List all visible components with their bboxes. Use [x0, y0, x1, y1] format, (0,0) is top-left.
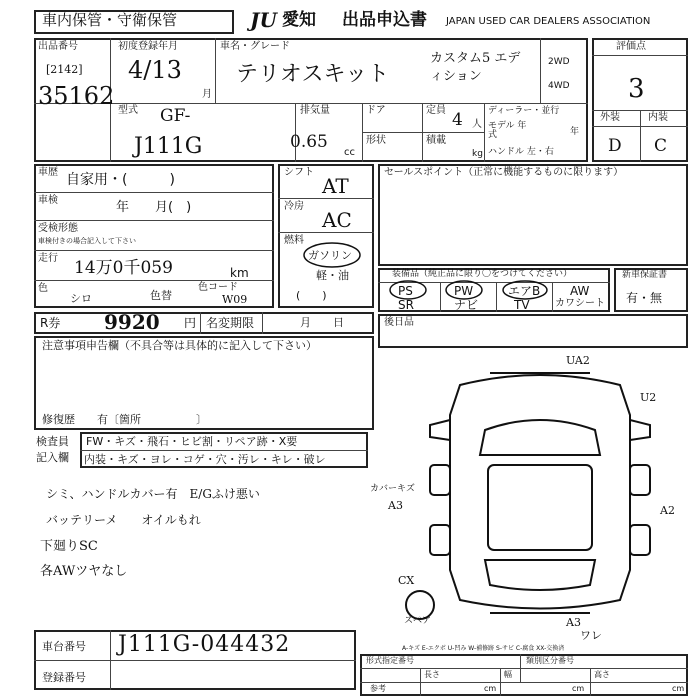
- note-line-1: シミ、ハンドルカバー有 E/Gふけ悪い: [46, 487, 260, 501]
- fuel-label: 燃料: [284, 235, 304, 246]
- plate-label: 登録番号: [42, 671, 86, 684]
- mileage-value: 14万0千059: [74, 258, 173, 278]
- warranty-value: 有・無: [626, 291, 663, 305]
- handle-label: ハンドル 左・右: [488, 147, 554, 157]
- color-value: シロ: [70, 292, 92, 305]
- repair-history: 修復歴 有〔箇所 〕: [42, 413, 207, 426]
- form-title: 出品申込書: [342, 10, 427, 30]
- inspector-label-2: 記入欄: [36, 451, 69, 464]
- displacement-unit: cc: [344, 147, 355, 158]
- sales-point-box: [378, 164, 688, 266]
- form-number-label: 形式指定番号: [366, 656, 414, 665]
- displacement-value: 0.65: [290, 132, 328, 152]
- notes-label: 注意事項申告欄（不具合等は具体的に記入して下さい）: [42, 339, 317, 352]
- load-unit: kg: [472, 149, 483, 159]
- damage-legend: A-キズ E-エクボ U-凹み W-補修跡 S-サビ C-腐食 XX-交換済: [402, 645, 565, 652]
- mileage-unit: km: [230, 266, 249, 280]
- name-change-label: 名変期限: [206, 316, 255, 330]
- model-label: 型式: [118, 105, 138, 116]
- exterior-label: 外装: [600, 112, 620, 123]
- fuel-paren: ( ): [296, 289, 327, 302]
- warranty-label: 新車保証書: [622, 270, 668, 280]
- equipment-label: 装備品（純正品に限り〇をつけてください）: [392, 269, 573, 279]
- length-label: 長さ: [424, 670, 440, 679]
- fuel-gasoline: ガソリン: [308, 249, 352, 262]
- gasoline-circle: [300, 240, 370, 270]
- ju-logo: JU: [250, 8, 277, 32]
- color-label: 色: [38, 283, 48, 294]
- storage-label: 車内保管・守衛保管: [42, 11, 178, 29]
- mark-cx: CX: [398, 574, 415, 587]
- equip-tv: TV: [514, 298, 530, 312]
- equip-pw: PW: [454, 284, 474, 298]
- lot-bracket-no: [2142]: [46, 63, 83, 76]
- dealer-label: ディーラー・並行: [488, 106, 560, 116]
- posted-items-label: 後日品: [384, 317, 414, 328]
- aircon-value: AC: [322, 208, 352, 232]
- exterior-grade: D: [608, 136, 622, 156]
- org-name: 愛知: [282, 10, 316, 30]
- spare-label: スペア: [404, 616, 432, 626]
- chassis-number: J111G-044432: [118, 632, 291, 657]
- form-subtitle: JAPAN USED CAR DEALERS ASSOCIATION: [446, 16, 651, 27]
- model-code: J111G: [134, 134, 203, 159]
- repaint-label: 色替: [150, 289, 172, 302]
- mileage-label: 走行: [38, 253, 58, 264]
- registration-value: 4/13: [128, 56, 182, 84]
- mark-u2: U2: [640, 391, 657, 404]
- sales-point-label: セールスポイント（正常に機能するものに限ります）: [384, 167, 624, 178]
- equipment-circles: [380, 270, 560, 300]
- recycle-label: R券: [40, 316, 61, 330]
- mark-a2: A2: [660, 504, 675, 517]
- equip-aw: AW: [570, 284, 590, 298]
- registration-label: 初度登録年月: [118, 41, 178, 52]
- model-year-label: モデル 年式: [488, 121, 527, 140]
- car-name: テリオスキット: [236, 62, 390, 87]
- mark-a3-rear: A3: [566, 616, 581, 629]
- car-grade: カスタム5 エディション: [430, 51, 521, 85]
- capacity-label: 定員: [426, 105, 446, 116]
- displacement-label: 排気量: [300, 105, 330, 116]
- note-line-3: 下廻りSC: [40, 539, 98, 554]
- width-unit: cm: [572, 684, 585, 693]
- inspection-value: 年 月( ): [116, 200, 192, 215]
- history-label: 車歴: [38, 167, 58, 178]
- history-value: 自家用・( ): [66, 172, 175, 188]
- posted-items-box: [378, 314, 688, 348]
- capacity-unit: 人: [472, 119, 482, 130]
- inspector-label-1: 検査員: [36, 435, 69, 448]
- lot-number: 35162: [38, 82, 115, 110]
- drive-4wd: 4WD: [548, 81, 570, 91]
- recycle-unit: 円: [184, 316, 197, 330]
- width-label: 幅: [504, 670, 512, 679]
- mark-ua2: UA2: [566, 354, 590, 367]
- note-line-2: バッテリーメ オイルもれ: [46, 513, 201, 527]
- equip-airbag: エアB: [508, 284, 541, 298]
- interior-label: 内装: [648, 112, 668, 123]
- aircon-label: 冷房: [284, 201, 304, 212]
- mark-cover-scratch: カバーキズ: [370, 484, 415, 494]
- mark-crack: ワレ: [580, 629, 602, 642]
- name-change-value: 月 日: [300, 316, 344, 329]
- color-code: W09: [222, 293, 248, 306]
- mark-a3-left: A3: [388, 499, 403, 512]
- shape-label: 形状: [366, 135, 386, 146]
- year-unit: 年: [570, 127, 580, 137]
- lot-number-label: 出品番号: [38, 41, 78, 52]
- receipt-label: 受検形態: [38, 223, 78, 234]
- registration-unit: 月: [202, 89, 212, 100]
- length-unit: cm: [484, 684, 497, 693]
- class-number-label: 類別区分番号: [526, 656, 574, 665]
- chassis-label: 車台番号: [42, 640, 86, 653]
- car-name-label: 車名・グレード: [220, 41, 290, 52]
- receipt-note: 車検付きの場合記入して下さい: [38, 237, 136, 245]
- note-line-4: 各AWツヤなし: [40, 564, 128, 579]
- doors-label: ドア: [366, 105, 386, 116]
- rating-score: 3: [628, 74, 645, 104]
- reference-label: 参考: [370, 684, 386, 693]
- inspector-row-1: FW・キズ・飛石・ヒビ割・リペア跡・X要: [86, 435, 298, 448]
- shift-value: AT: [322, 174, 349, 198]
- equip-sr: SR: [398, 298, 414, 312]
- inspector-row-2: 内装・キズ・ヨレ・コゲ・穴・汚レ・キレ・破レ: [84, 453, 326, 466]
- capacity-value: 4: [452, 110, 463, 130]
- model-prefix: GF-: [160, 106, 191, 126]
- equip-navi: ナビ: [454, 298, 479, 312]
- drive-2wd: 2WD: [548, 57, 570, 67]
- fuel-light-oil: 軽・油: [316, 269, 349, 282]
- interior-grade: C: [654, 136, 668, 156]
- recycle-value: 9920: [104, 310, 160, 334]
- rating-label: 評価点: [616, 41, 646, 52]
- height-unit: cm: [672, 684, 685, 693]
- equip-ps: PS: [398, 284, 413, 298]
- inspection-label: 車検: [38, 195, 58, 206]
- height-label: 高さ: [594, 670, 610, 679]
- shift-label: シフト: [284, 167, 314, 178]
- equip-power-seat: カワシート: [555, 298, 605, 309]
- color-code-label: 色コード: [198, 282, 238, 293]
- load-label: 積載: [426, 135, 446, 146]
